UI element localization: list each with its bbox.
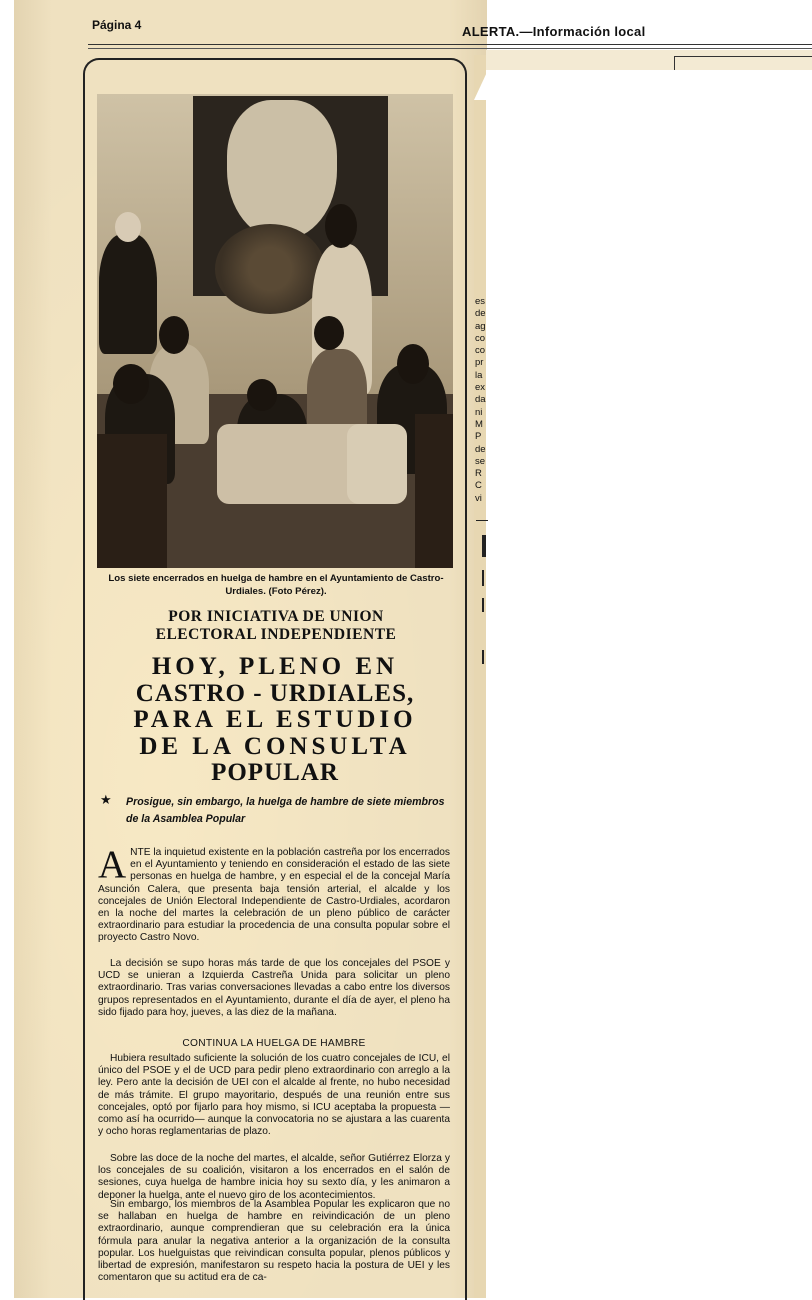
adjacent-column-mark xyxy=(482,535,486,557)
kicker-line: ELECTORAL INDEPENDIENTE xyxy=(155,626,397,643)
fragment: co xyxy=(475,345,486,357)
fragment: es xyxy=(475,296,486,307)
article-paragraph: Hubiera resultado suficiente la solución de los cuatro concejales de ICU, el único del PSOE y el de UCD para pedir pleno extraordinario con arreglo a la ley. Pero ante la decisión de UEI con el alcalde al frente, no hubo necesidad de más trámite. El grupo mayoritario, después de una reunión entre sus concejales, optó por fijarlo para hoy mismo, si ICU aceptaba la propuesta —como así ha ocurrido— aunque la convocatoria no se ajustara a las cuarenta y ocho horas reglamentarias de plazo. xyxy=(98,1053,450,1138)
headline-line: POPULAR xyxy=(211,759,339,786)
article-dek: Prosigue, sin embargo, la huelga de hambre de siete miembros de la Asamblea Popular xyxy=(126,796,445,825)
fragment: C xyxy=(475,480,482,492)
fragment: ex xyxy=(475,382,486,394)
article-headline xyxy=(94,654,456,787)
photo-head xyxy=(325,204,357,248)
article-paragraph xyxy=(98,843,450,945)
article-paragraph: Sin embargo, los miembros de la Asamblea Popular les explicaron que no se hallaban en huelga de hambre en reivindicación de un pleno extraordinario, aunque comprendieran que su celebración era la única fórmula para anular la negativa anterior a la organización de la consulta popular. Los huelguistas que reivindican consulta popular, plenos públicos y libertad de expresión, manifestaron su respeto hacia la postura de UEI y les comentaron que su actitud era de ca- xyxy=(98,1199,450,1284)
drop-cap: A xyxy=(98,843,127,886)
adjacent-column-mark xyxy=(482,570,484,586)
adjacent-column-text xyxy=(475,296,489,505)
photo-head xyxy=(159,316,189,354)
photo-head xyxy=(314,316,344,350)
adjacent-column-mark xyxy=(482,598,484,612)
photo-cushion xyxy=(347,424,407,504)
photo-head xyxy=(113,364,149,404)
adjacent-column-top xyxy=(486,50,812,70)
fragment: vi xyxy=(475,492,482,504)
fragment: se xyxy=(475,455,486,467)
blank-area xyxy=(486,70,812,1298)
fragment: co xyxy=(475,332,486,344)
photo-head xyxy=(247,379,277,411)
fragment: pr xyxy=(475,357,484,369)
photo-coat-of-arms xyxy=(227,100,337,240)
header-rule xyxy=(88,44,812,45)
photo-head xyxy=(397,344,429,384)
headline-line: HOY, PLENO EN xyxy=(151,653,399,680)
fragment: P xyxy=(475,431,482,443)
page-number: Página 4 xyxy=(92,18,142,32)
headline-line: CASTRO - URDIALES, xyxy=(135,679,415,707)
article-subhead: CONTINUA LA HUELGA DE HAMBRE xyxy=(182,1038,366,1049)
article-kicker xyxy=(98,608,454,644)
fragment: M xyxy=(475,418,483,430)
photo-person xyxy=(99,234,157,354)
headline-line: DE LA CONSULTA xyxy=(139,732,411,760)
fragment: da xyxy=(475,394,486,406)
article-paragraph: La decisión se supo horas más tarde de que los concejales del PSOE y UCD se unieran a Izquierda Castreña Unida para solicitar un pleno extraordinario. Tras varias conversaciones llevadas a cabo entre los diversos grupos representados en el Ayuntamiento, durante el día de ayer, el pleno ha sido fijado para hoy, jueves, a las diez de la mañana. xyxy=(98,958,450,1018)
paragraph-text: NTE la inquietud existente en la población castreña por los encerrados en el Ayuntamiento y teniendo en consideración el estado de las siete personas en huelga de hambre, y en especial el de la concejal María Asunción Calera, que presenta baja tensión arterial, el alcalde y los concejales de Unión Electoral Independiente de Castro-Urdiales, acordaron en la noche del martes la celebración de un pleno público de carácter extraordinario para estudiar la procedencia de una consulta popular sobre el proyecto Castro Novo. xyxy=(98,847,450,944)
photo-flowers xyxy=(215,224,325,314)
fragment: de xyxy=(475,443,486,455)
photo-head xyxy=(115,212,141,242)
photo-caption: Los siete encerrados en huelga de hambre en el Ayuntamiento de Castro-Urdiales. (Foto Pérez). xyxy=(108,573,444,597)
adjacent-box-corner xyxy=(674,56,812,71)
photo-railing xyxy=(415,414,453,568)
headline-line: PARA EL ESTUDIO xyxy=(133,706,417,733)
fragment: ag xyxy=(475,320,486,332)
header-rule-secondary xyxy=(88,48,812,49)
star-icon: ★ xyxy=(100,792,112,807)
fragment: de xyxy=(475,308,486,320)
photo-railing xyxy=(97,434,167,568)
fragment: R xyxy=(475,468,482,480)
article-paragraph: Sobre las doce de la noche del martes, el alcalde, señor Gutiérrez Elorza y los concejales de su coalición, visitaron a los encerrados en el salón de sesiones, cuya huelga de hambre inicia hoy su sexto día, y les animaron a deponer la huelga, ante el nuevo giro de los acontecimientos. xyxy=(98,1153,450,1201)
fragment: ni xyxy=(475,406,483,418)
fragment: la xyxy=(475,369,483,381)
kicker-line: POR INICIATIVA DE UNION xyxy=(168,608,384,625)
adjacent-column-rule xyxy=(476,520,488,521)
section-title: ALERTA.—Información local xyxy=(462,24,646,39)
article-photo xyxy=(97,94,453,568)
adjacent-column-mark xyxy=(482,650,484,664)
